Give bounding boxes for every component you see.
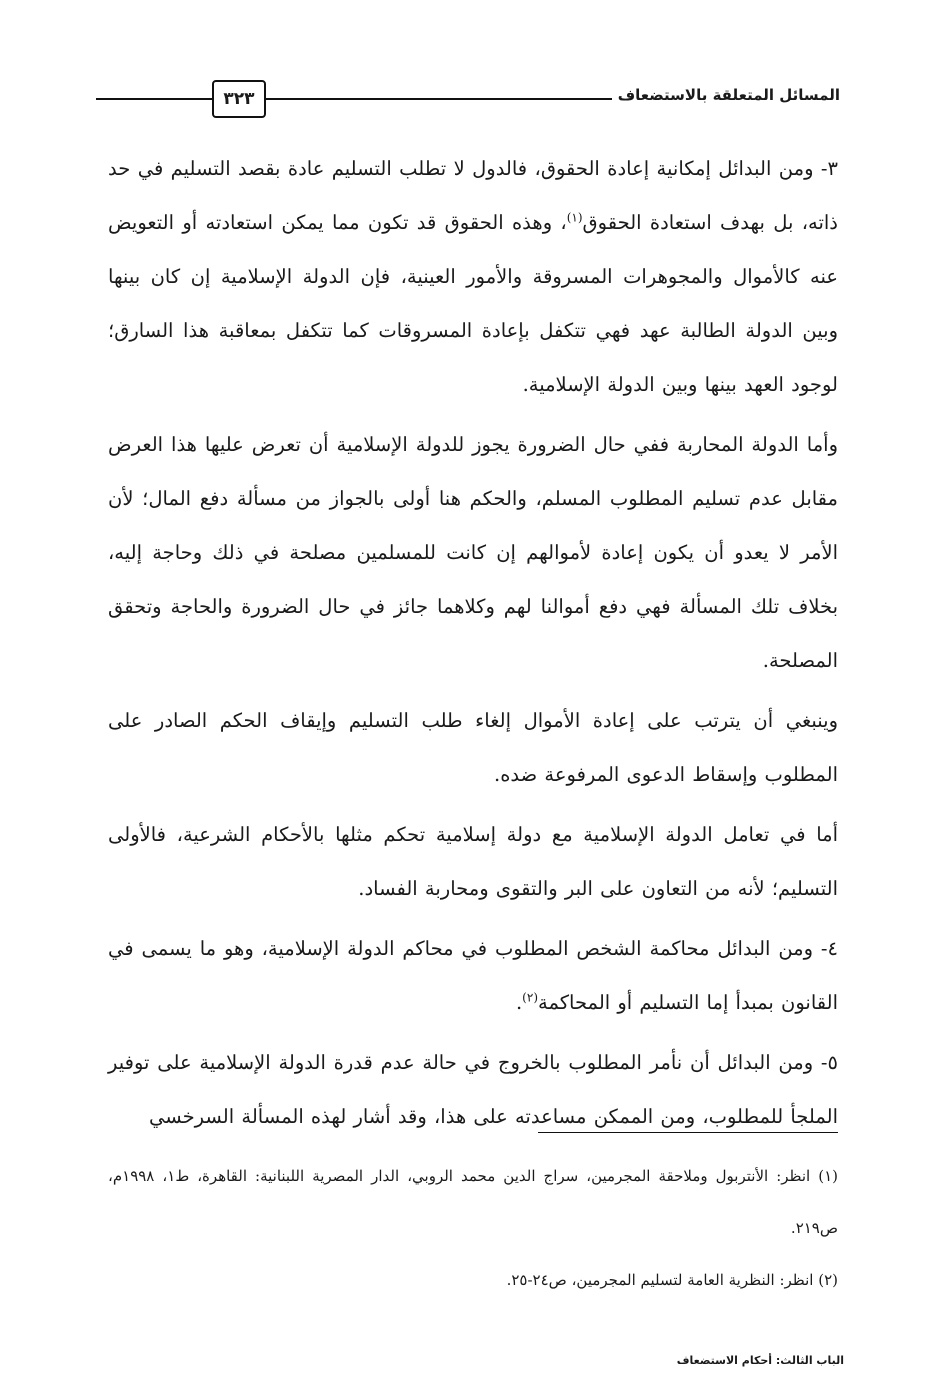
footnote-2: (٢) انظر: النظرية العامة لتسليم المجرمين، ص٢٤-٢٥. (506, 1271, 838, 1289)
paragraph-1-text-after: ، وهذه الحقوق قد تكون مما يمكن استعادته أو التعويض عنه كالأموال والمجوهرات المسروقة والأمور العينية، فإن الدولة الإسلامية إن كان بينها وبين الدولة الطالبة عهد فهي تتكفل بإعادة المسروقات كما تتكفل بمعاقبة هذا السارق؛ لوجود العهد بينها وبين الدولة الإسلامية. (108, 211, 838, 396)
paragraph-6: ٥- ومن البدائل أن نأمر المطلوب بالخروج في حالة عدم قدرة الدولة الإسلامية على توفير الملجأ للمطلوب، ومن الممكن مساعدته على هذا، وقد أشار لهذه المسألة السرخسي (108, 1051, 838, 1128)
footnotes (108, 1150, 838, 1306)
page-number: ٣٢٣ (212, 80, 266, 118)
running-title: المسائل المتعلقة بالاستضعاف (612, 86, 840, 104)
footnote-ref-2[interactable]: (٢) (522, 990, 538, 1005)
body-text (108, 142, 838, 1150)
paragraph-1-text-before: ٣- ومن البدائل إمكانية إعادة الحقوق، فالدول لا تطلب التسليم عادة بقصد التسليم في حد ذاته، بل بهدف استعادة الحقوق (108, 157, 838, 234)
page-header (96, 78, 840, 122)
paragraph-4: أما في تعامل الدولة الإسلامية مع دولة إسلامية تحكم مثلها بالأحكام الشرعية، فالأولى التسليم؛ لأنه من التعاون على البر والتقوى ومحاربة الفساد. (108, 823, 838, 900)
paragraph-5-text-after: . (515, 991, 523, 1014)
page-footer: الباب الثالث: أحكام الاستضعاف (676, 1354, 844, 1367)
paragraph-5 (108, 922, 838, 1030)
paragraph-1 (108, 142, 838, 412)
paragraph-5-text-before: ٤- ومن البدائل محاكمة الشخص المطلوب في محاكم الدولة الإسلامية، وهو ما يسمى في القانون بمبدأ إما التسليم أو المحاكمة (108, 937, 838, 1014)
footnote-separator (538, 1132, 838, 1133)
paragraph-3: وينبغي أن يترتب على إعادة الأموال إلغاء طلب التسليم وإيقاف الحكم الصادر على المطلوب وإسقاط الدعوى المرفوعة ضده. (108, 709, 838, 786)
header-rule-left (96, 98, 206, 100)
footnote-1: (١) انظر: الأنتربول وملاحقة المجرمين، سراج الدين محمد الروبي، الدار المصرية اللبنانية: القاهرة، ط١، ١٩٩٨م، ص٢١٩. (108, 1167, 838, 1237)
footnote-ref-1[interactable]: (١) (566, 210, 583, 225)
paragraph-2: وأما الدولة المحاربة ففي حال الضرورة يجوز للدولة الإسلامية أن تعرض عليها هذا العرض مقابل عدم تسليم المطلوب المسلم، والحكم هنا أولى بالجواز من مسألة دفع المال؛ لأن الأمر لا يعدو أن يكون إعادة لأموالهم إن كانت للمسلمين مصلحة في ذلك وحاجة إليه، بخلاف تلك المسألة فهي دفع أموالنا لهم وكلاهما جائز في حال الضرورة والحاجة وتحقق المصلحة. (108, 433, 838, 672)
